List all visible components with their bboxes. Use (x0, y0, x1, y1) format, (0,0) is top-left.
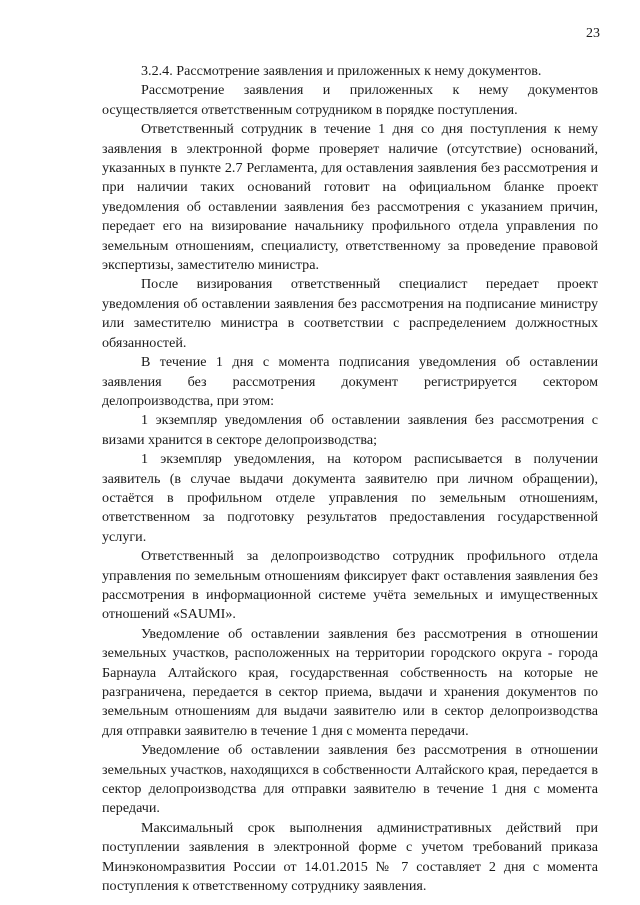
paragraph-10: Максимальный срок выполнения административных действий при поступлении заявления в электронной форме с учетом требований приказа Минэкономразвития России от 14.01.2015 № 7 составляет 2 дня с момента поступления к ответственному сотруднику заявления. (102, 819, 598, 895)
paragraph-6: 1 экземпляр уведомления, на котором расписывается в получении заявитель (в случае выдачи документа заявителю при личном обращении), остаётся в профильном отделе управления по земельным отношениям, ответственном за подготовку результатов предоставления государственной услуги. (102, 451, 598, 545)
paragraph-2: Ответственный сотрудник в течение 1 дня со дня поступления к нему заявления в электронной форме проверяет наличие (отсутствие) оснований, указанных в пункте 2.7 Регламента, для оставления заявления без рассмотрения и при наличии таких оснований готовит на официальном бланке проект уведомления об оставлении заявления без рассмотрения с указанием причин, передает его на визирование начальнику профильного отдела управления по земельным отношениям, специалисту, ответственному за проведение правовой экспертизы, заместителю министра. (102, 121, 598, 274)
paragraph-3: После визирования ответственный специалист передает проект уведомления об оставлении заявления без рассмотрения на подписание министру или заместителю министра в соответствии с распределением должностных обязанностей. (102, 276, 598, 351)
page-number: 23 (586, 26, 600, 41)
paragraph-1: Рассмотрение заявления и приложенных к нему документов осуществляется ответственным сотрудником в порядке поступления. (102, 82, 598, 118)
paragraph-7: Ответственный за делопроизводство сотрудник профильного отдела управления по земельным отношениям фиксирует факт оставления заявления без рассмотрения в информационной системе учёта земельных и имущественных отношений «SAUMI». (102, 548, 598, 623)
paragraph-5: 1 экземпляр уведомления об оставлении заявления без рассмотрения с визами хранится в секторе делопроизводства; (102, 412, 598, 448)
paragraph-9: Уведомление об оставлении заявления без рассмотрения в отношении земельных участков, находящихся в собственности Алтайского края, передается в сектор делопроизводства для отправки заявителю в течение 1 дня с момента передачи. (102, 742, 598, 817)
section-heading: 3.2.4. Рассмотрение заявления и приложенных к нему документов. (141, 63, 542, 79)
document-body (102, 62, 598, 896)
paragraph-8: Уведомление об оставлении заявления без рассмотрения в отношении земельных участков, расположенных на территории городского округа - города Барнаула Алтайского края, государственная собственность на которые не разграничена, передается в сектор приема, выдачи и хранения документов по земельным отношениям для выдачи заявителю или в сектор делопроизводства для отправки заявителю в течение 1 дня с момента передачи. (102, 625, 598, 739)
paragraph-4: В течение 1 дня с момента подписания уведомления об оставлении заявления без рассмотрения документ регистрируется сектором делопроизводства, при этом: (102, 354, 598, 409)
